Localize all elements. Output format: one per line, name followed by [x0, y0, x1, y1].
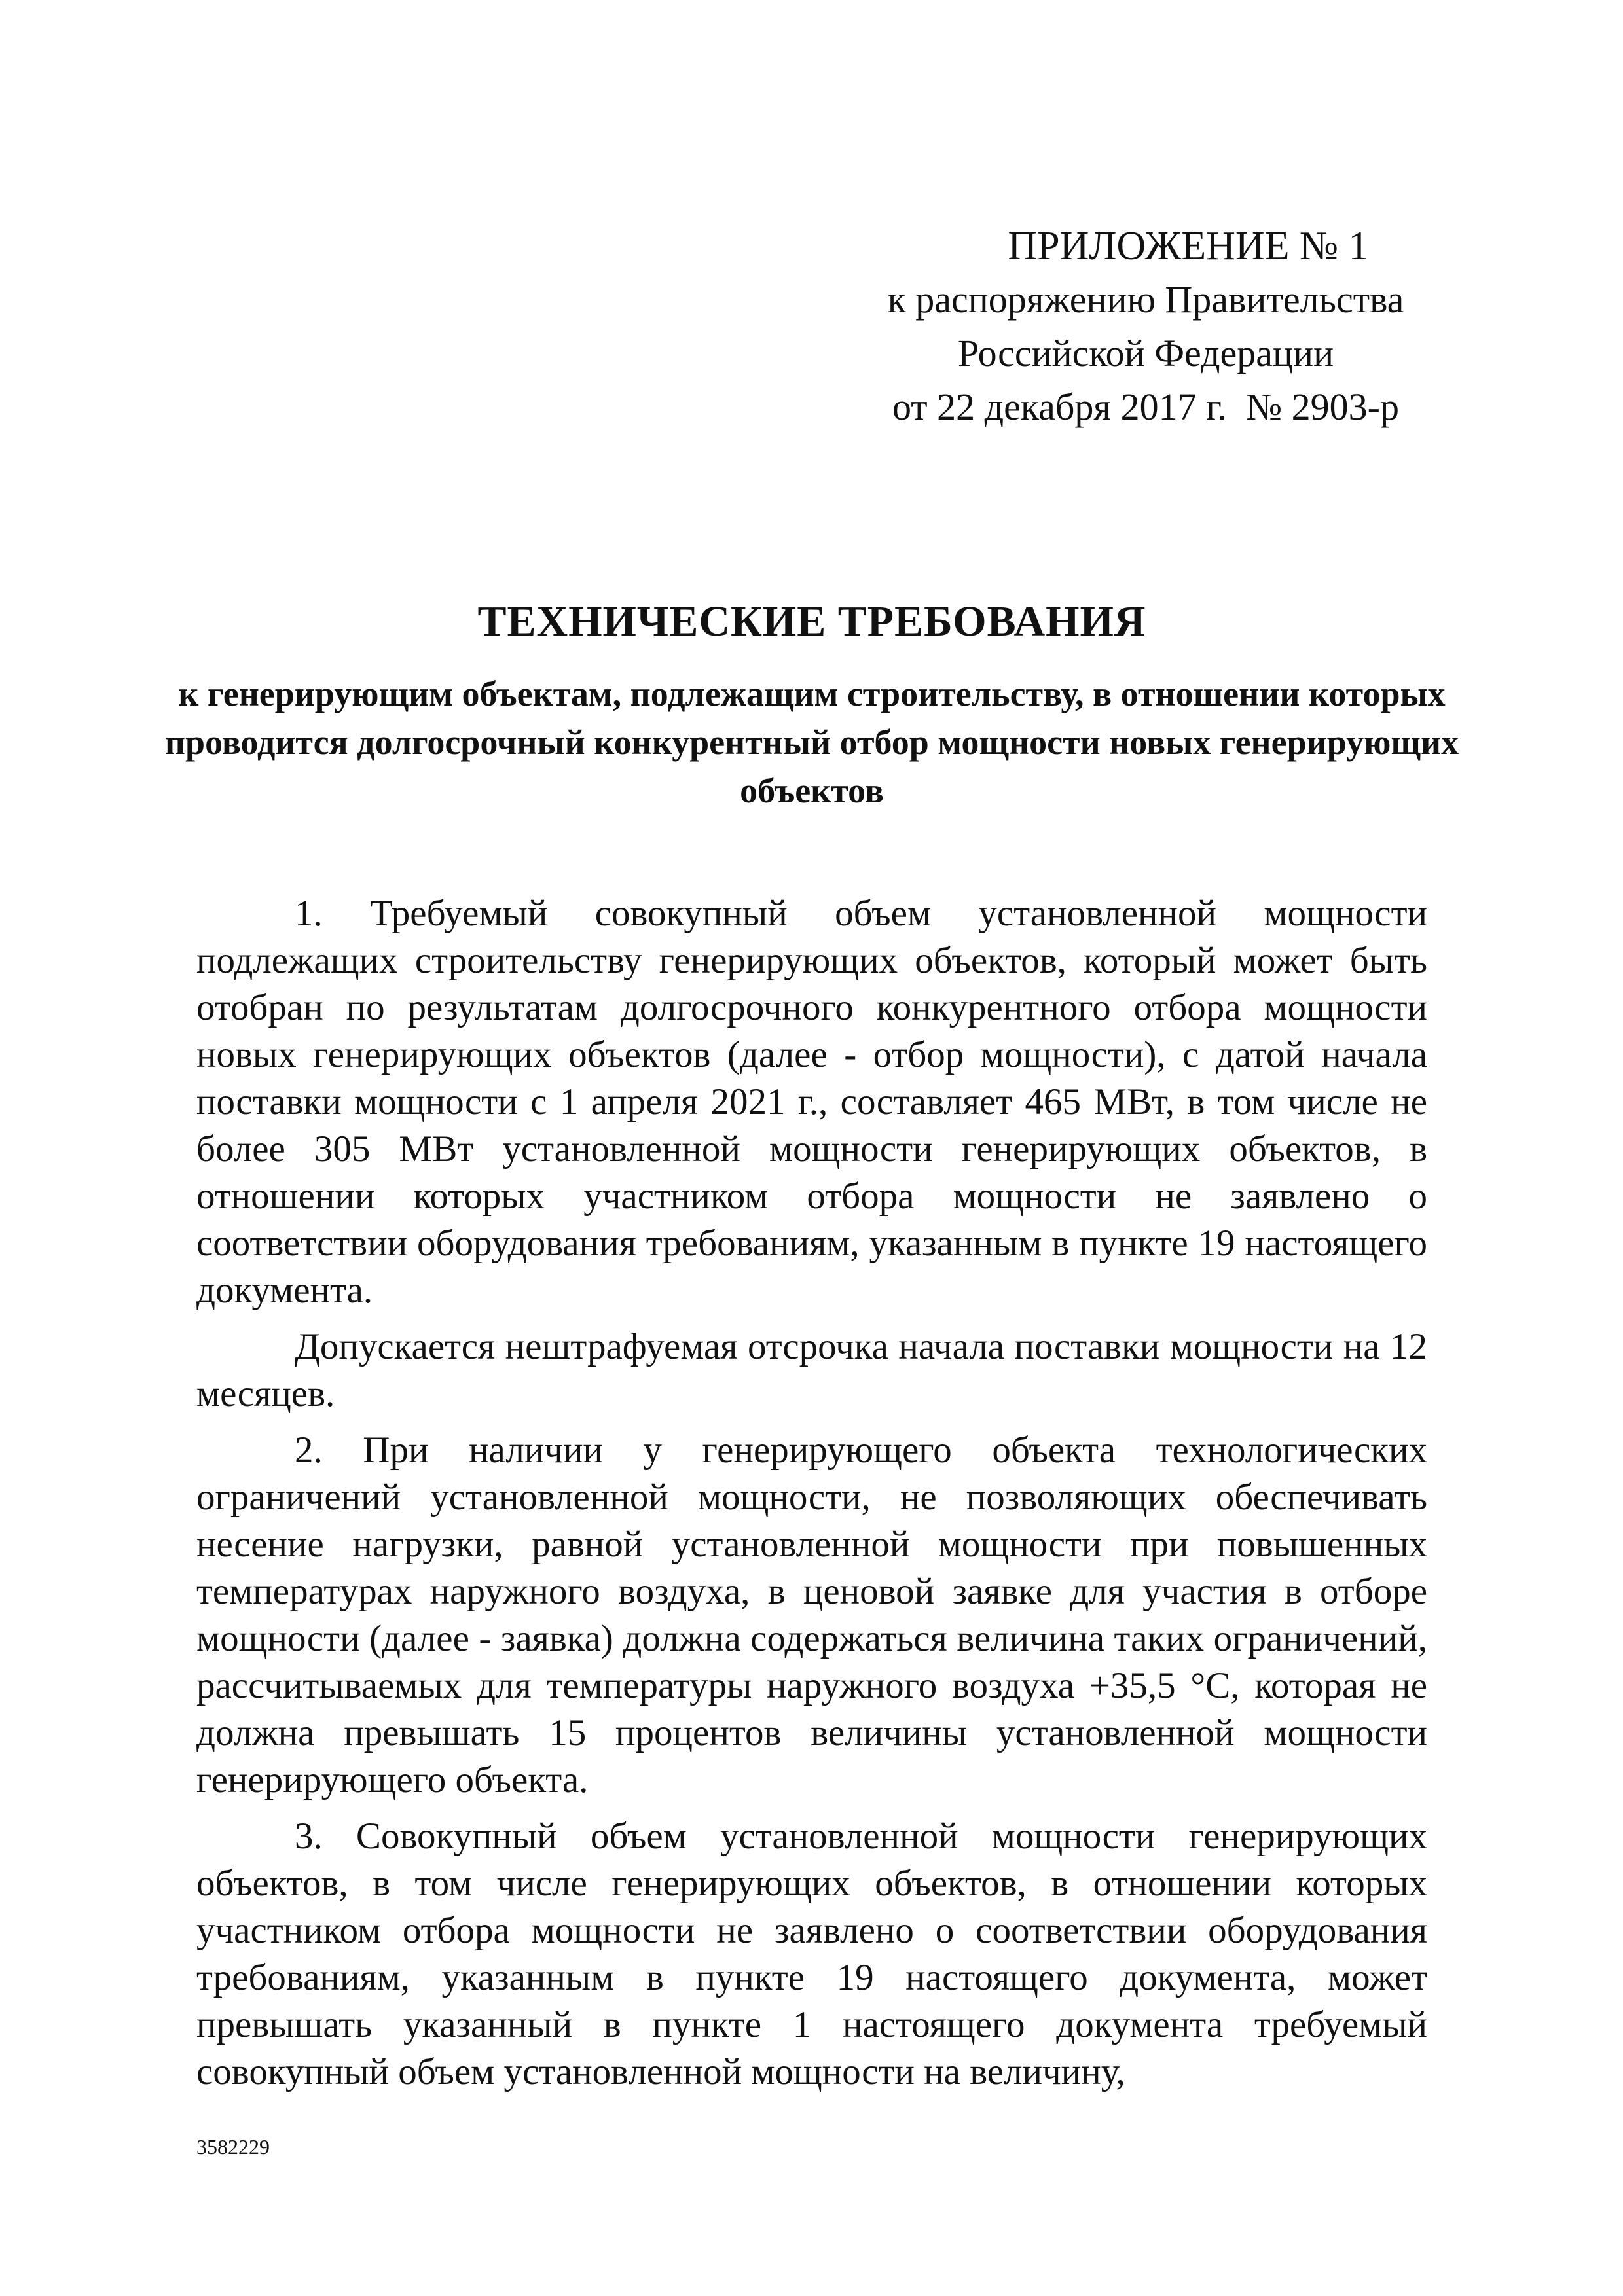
appendix-header — [838, 219, 1453, 434]
document-number: 3582229 — [196, 2135, 270, 2159]
paragraph-1-note: Допускается нештрафуемая отсрочка начала поставки мощности на 12 месяцев. — [196, 1326, 1427, 1414]
document-body — [196, 890, 1427, 2105]
paragraph-3: 3. Совокупный объем установленной мощности генерирующих объектов, в том числе генерирующих объектов, в отношении которых участником отбора мощности не заявлено о соответствии оборудования требованиям, указанным в пункте 19 настоящего документа, может превышать указанный в пункте 1 настоящего документа требуемый совокупный объем установленной мощности на величину, — [196, 1816, 1427, 2092]
paragraph-1: 1. Требуемый совокупный объем установленной мощности подлежащих строительству генерирующих объектов, который может быть отобран по результатам долгосрочного конкурентного отбора мощности новых генерирующих объектов (далее - отбор мощности), с датой начала поставки мощности с 1 апреля 2021 г., составляет 465 МВт, в том числе не более 305 МВт установленной мощности генерирующих объектов, в отношении которых участником отбора мощности не заявлено о соответствии оборудования требованиям, указанным в пункте 19 настоящего документа. — [196, 893, 1427, 1311]
appendix-line-decree: к распоряжению Правительства — [887, 278, 1404, 321]
document-title: ТЕХНИЧЕСКИЕ ТРЕБОВАНИЯ — [477, 598, 1146, 645]
paragraph-2: 2. При наличии у генерирующего объекта технологических ограничений установленной мощности, не позволяющих обеспечивать несение нагрузки, равной установленной мощности при повышенных температурах наружного воздуха, в ценовой заявке для участия в отборе мощности (далее - заявка) должна содержаться величина таких ограничений, рассчитываемых для температуры наружного воздуха +35,5 °С, которая не должна превышать 15 процентов величины установленной мощности генерирующего объекта. — [196, 1429, 1427, 1801]
document-heading — [131, 592, 1493, 815]
appendix-line-federation: Российской Федерации — [957, 332, 1334, 374]
appendix-title: ПРИЛОЖЕНИЕ № 1 — [1008, 224, 1369, 268]
document-subtitle: к генерирующим объектам, подлежащим строительству, в отношении которых проводится долгосрочный конкурентный отбор мощности новых генерирующих объектов — [164, 674, 1459, 810]
appendix-line-date: от 22 декабря 2017 г. № 2903-р — [892, 386, 1399, 428]
